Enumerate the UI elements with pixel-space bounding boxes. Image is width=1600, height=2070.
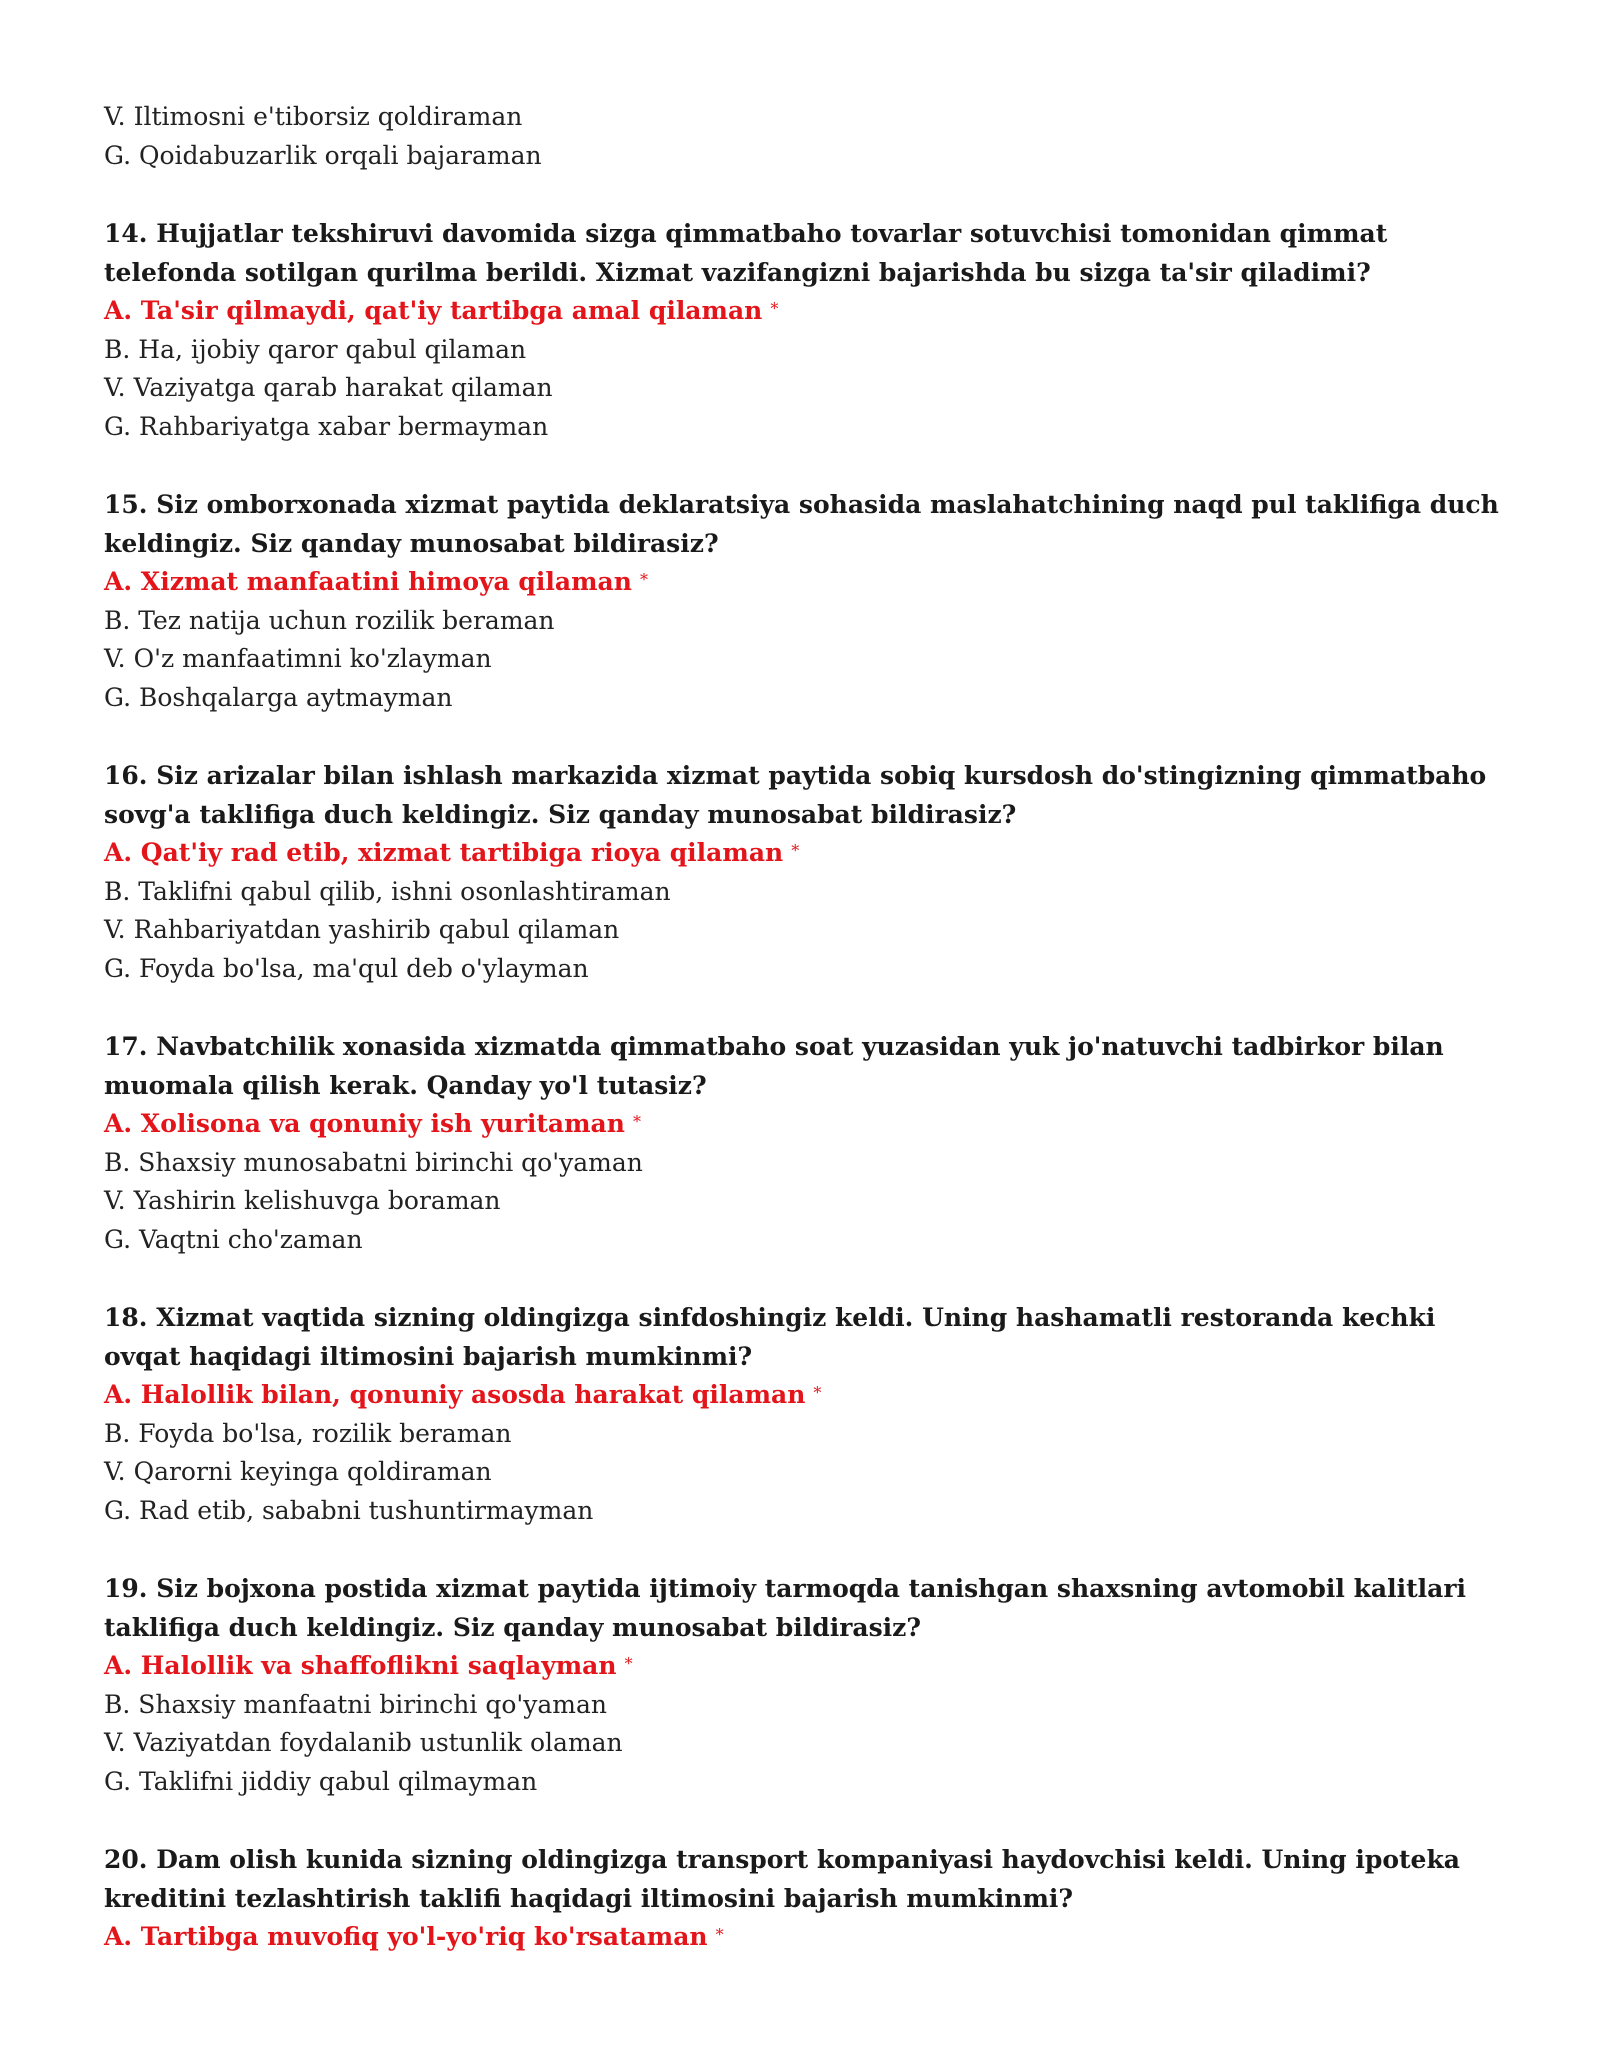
correct-mark: * (639, 570, 648, 589)
option-b: B. Shaxsiy munosabatni birinchi qo'yaman (104, 1147, 643, 1177)
question-block (104, 757, 1524, 988)
option-b: B. Foyda bo'lsa, rozilik beraman (104, 1418, 512, 1448)
correct-answer-text: A. Xizmat manfaatini himoya qilaman (104, 567, 632, 596)
correct-answer-text: A. Halollik va shaffoflikni saqlayman (104, 1651, 617, 1680)
correct-answer (104, 1647, 1524, 1686)
option-v: V. Yashirin kelishuvga boraman (104, 1186, 501, 1215)
correct-mark: * (770, 299, 779, 318)
correct-mark: * (624, 1654, 633, 1673)
question-block (104, 1570, 1524, 1801)
question-block (104, 215, 1524, 446)
correct-answer (104, 563, 1524, 602)
correct-mark: * (791, 841, 800, 860)
option-b: B. Taklifni qabul qilib, ishni osonlashtiraman (104, 876, 671, 906)
question-text: 15. Siz omborxonada xizmat paytida deklaratsiya sohasida maslahatchining naqd pul taklifiga duch keldingiz. Siz qanday munosabat bildirasiz? (104, 490, 1499, 558)
correct-answer (104, 1918, 1524, 1957)
correct-answer-text: A. Tartibga muvofiq yo'l-yo'riq ko'rsataman (104, 1922, 708, 1951)
option-v: V. Vaziyatdan foydalanib ustunlik olaman (104, 1728, 623, 1757)
question-text: 14. Hujjatlar tekshiruvi davomida sizga qimmatbaho tovarlar sotuvchisi tomonidan qimmat telefonda sotilgan qurilma berildi. Xizmat vazifangizni bajarishda bu sizga ta'sir qiladimi? (104, 219, 1388, 287)
correct-answer-text: A. Qat'iy rad etib, xizmat tartibiga rioya qilaman (104, 838, 784, 867)
correct-answer (104, 834, 1524, 873)
question-text: 17. Navbatchilik xonasida xizmatda qimmatbaho soat yuzasidan yuk jo'natuvchi tadbirkor bilan muomala qilish kerak. Qanday yo'l tutasiz? (104, 1032, 1444, 1100)
correct-mark: * (813, 1383, 822, 1402)
option-v: V. Iltimosni e'tiborsiz qoldiraman (104, 102, 523, 131)
correct-answer-text: A. Xolisona va qonuniy ish yuritaman (104, 1109, 625, 1138)
correct-answer (104, 292, 1524, 331)
option-g: G. Rad etib, sababni tushuntirmayman (104, 1495, 594, 1525)
correct-mark: * (715, 1925, 724, 1944)
option-g: G. Qoidabuzarlik orqali bajaraman (104, 140, 542, 170)
option-b: B. Shaxsiy manfaatni birinchi qo'yaman (104, 1689, 608, 1719)
correct-answer (104, 1376, 1524, 1415)
option-g: G. Boshqalarga aytmayman (104, 682, 453, 712)
correct-answer-text: A. Halollik bilan, qonuniy asosda harakat qilaman (104, 1380, 806, 1409)
option-b: B. Ha, ijobiy qaror qabul qilaman (104, 334, 527, 364)
correct-mark: * (632, 1112, 641, 1131)
document-page (104, 98, 1524, 1957)
question-text: 19. Siz bojxona postida xizmat paytida ijtimoiy tarmoqda tanishgan shaxsning avtomobil kalitlari taklifiga duch keldingiz. Siz qanday munosabat bildirasiz? (104, 1574, 1467, 1642)
option-v: V. Qarorni keyinga qoldiraman (104, 1457, 492, 1486)
question-block (104, 1028, 1524, 1259)
option-g: G. Rahbariyatga xabar bermayman (104, 411, 549, 441)
question-block (104, 1299, 1524, 1530)
question-text: 16. Siz arizalar bilan ishlash markazida xizmat paytida sobiq kursdosh do'stingizning qimmatbaho sovg'a taklifiga duch keldingiz. Siz qanday munosabat bildirasiz? (104, 761, 1487, 829)
correct-answer-text: A. Ta'sir qilmaydi, qat'iy tartibga amal qilaman (104, 296, 763, 325)
correct-answer (104, 1105, 1524, 1144)
question-text: 20. Dam olish kunida sizning oldingizga transport kompaniyasi haydovchisi keldi. Uning ipoteka kreditini tezlashtirish taklifi haqidagi iltimosini bajarish mumkinmi? (104, 1845, 1460, 1913)
question-text: 18. Xizmat vaqtida sizning oldingizga sinfdoshingiz keldi. Uning hashamatli restoranda kechki ovqat haqidagi iltimosini bajarish mumkinmi? (104, 1303, 1436, 1371)
option-v: V. O'z manfaatimni ko'zlayman (104, 644, 492, 673)
option-v: V. Vaziyatga qarab harakat qilaman (104, 373, 553, 402)
option-v: V. Rahbariyatdan yashirib qabul qilaman (104, 915, 620, 944)
option-g: G. Vaqtni cho'zaman (104, 1224, 363, 1254)
option-g: G. Taklifni jiddiy qabul qilmayman (104, 1766, 538, 1796)
option-b: B. Tez natija uchun rozilik beraman (104, 605, 555, 635)
previous-question-options (104, 98, 1524, 175)
option-g: G. Foyda bo'lsa, ma'qul deb o'ylayman (104, 953, 589, 983)
question-block (104, 486, 1524, 717)
question-block (104, 1841, 1524, 1957)
